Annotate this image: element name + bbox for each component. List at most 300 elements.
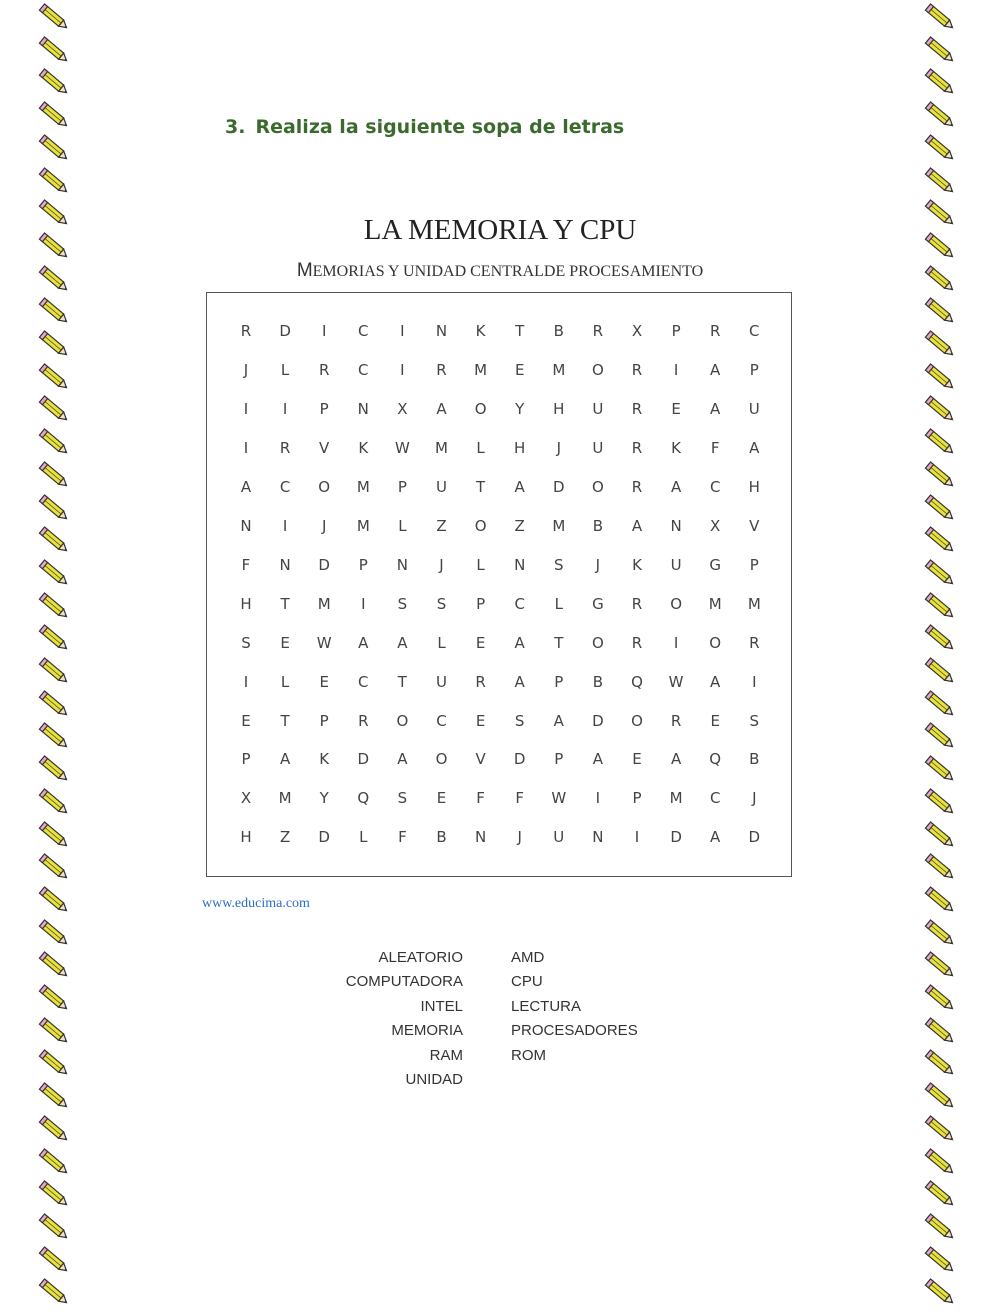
grid-letter: I	[752, 672, 757, 691]
word-list-left	[300, 947, 463, 1093]
grid-letter: P	[749, 360, 759, 379]
grid-letter: R	[631, 360, 643, 379]
grid-letter: A	[240, 477, 252, 496]
pencil-icon	[38, 362, 72, 394]
grid-letter: A	[710, 828, 721, 847]
pencil-icon	[38, 1081, 72, 1113]
grid-letter: P	[319, 399, 329, 418]
word-list-item: MEMORIA	[391, 1022, 463, 1040]
grid-row	[207, 750, 791, 770]
grid-letter: I	[673, 360, 679, 379]
grid-letter: Q	[709, 750, 722, 769]
grid-letter: N	[474, 828, 487, 847]
pencil-icon	[924, 329, 958, 361]
grid-letter: L	[476, 438, 485, 457]
pencil-icon	[924, 1016, 958, 1048]
grid-letter: M	[708, 594, 722, 613]
grid-letter: J	[556, 438, 562, 457]
grid-letter: I	[243, 672, 249, 691]
pencil-icon	[38, 296, 72, 328]
grid-letter: M	[317, 594, 331, 613]
pencil-icon	[924, 427, 958, 459]
grid-letter: M	[747, 594, 761, 613]
pencil-icon	[924, 2, 958, 34]
grid-letter: R	[592, 322, 604, 340]
grid-letter: A	[553, 711, 564, 730]
grid-letter: S	[554, 555, 564, 574]
puzzle-subtitle	[0, 260, 1000, 282]
pencil-icon	[924, 1081, 958, 1113]
pencil-icon	[38, 591, 72, 623]
grid-letter: A	[436, 399, 447, 418]
pencil-icon	[38, 1277, 72, 1309]
pencil-icon	[38, 1147, 72, 1179]
subtitle-rest: EMORIAS Y UNIDAD CENTRALDE PROCESAMIENTO	[312, 263, 704, 280]
grid-letter: A	[710, 672, 721, 691]
pencil-icon	[38, 1212, 72, 1244]
pencil-icon	[38, 166, 72, 198]
grid-letter: L	[280, 360, 290, 379]
grid-letter: A	[749, 438, 760, 457]
grid-letter: S	[749, 711, 760, 730]
grid-letter: J	[752, 789, 757, 808]
grid-letter: R	[240, 322, 252, 340]
word-list-item: RAM	[429, 1046, 463, 1064]
pencil-icon	[924, 721, 958, 753]
grid-letter: M	[552, 360, 566, 379]
pencil-icon	[38, 133, 72, 165]
pencil-icon	[38, 1114, 72, 1146]
pencil-icon	[924, 754, 958, 786]
grid-letter: D	[318, 828, 330, 847]
grid-letter: R	[436, 360, 447, 379]
grid-letter: L	[398, 516, 407, 535]
grid-letter: J	[595, 555, 601, 574]
pencil-icon	[38, 35, 72, 67]
pencil-icon	[924, 918, 958, 950]
grid-letter: R	[631, 477, 643, 496]
grid-letter: M	[435, 438, 448, 457]
grid-letter: E	[475, 633, 486, 652]
grid-letter: F	[515, 789, 524, 808]
word-list-item: ALEATORIO	[378, 949, 463, 966]
grid-letter: A	[279, 750, 291, 769]
grid-letter: O	[318, 477, 331, 496]
website-link[interactable]: www.educima.com	[202, 896, 310, 911]
grid-letter: J	[321, 516, 327, 535]
grid-letter: P	[241, 750, 251, 769]
grid-letter: P	[554, 672, 564, 691]
grid-letter: N	[357, 399, 369, 418]
grid-letter: P	[397, 477, 407, 496]
grid-row	[207, 789, 791, 809]
grid-letter: W	[551, 789, 567, 808]
exercise-number: 3.	[225, 116, 246, 138]
grid-letter: T	[476, 477, 486, 496]
grid-letter: N	[435, 322, 448, 340]
grid-letter: P	[358, 555, 368, 574]
grid-letter: A	[670, 477, 682, 496]
grid-letter: E	[436, 789, 447, 808]
grid-letter: U	[436, 477, 447, 496]
grid-letter: S	[241, 633, 251, 652]
grid-letter: C	[749, 322, 760, 340]
grid-row	[207, 673, 791, 693]
grid-letter: B	[592, 672, 604, 691]
grid-letter: S	[514, 711, 525, 730]
grid-letter: K	[358, 438, 369, 457]
pencil-icon	[38, 721, 72, 753]
grid-letter: H	[240, 594, 252, 613]
grid-letter: J	[243, 360, 249, 379]
grid-letter: R	[631, 633, 643, 652]
grid-letter: D	[748, 828, 761, 847]
grid-letter: S	[397, 789, 408, 808]
grid-letter: U	[553, 828, 565, 847]
grid-letter: E	[514, 360, 525, 379]
pencil-icon	[924, 787, 958, 819]
grid-row	[207, 400, 791, 420]
grid-letter: R	[749, 633, 760, 652]
word-list-item: LECTURA	[511, 997, 582, 1015]
pencil-icon	[38, 754, 72, 786]
grid-letter: T	[397, 672, 407, 691]
grid-letter: U	[748, 399, 760, 418]
pencil-icon	[924, 460, 958, 492]
grid-letter: T	[280, 711, 290, 730]
grid-letter: A	[397, 633, 408, 652]
grid-letter: O	[631, 711, 643, 730]
grid-letter: M	[278, 789, 292, 808]
grid-letter: F	[241, 555, 251, 574]
pencil-icon	[924, 689, 958, 721]
grid-letter: L	[359, 828, 368, 847]
pencil-icon	[38, 394, 72, 426]
grid-letter: A	[358, 633, 369, 652]
pencil-icon	[924, 133, 958, 165]
grid-letter: R	[631, 594, 643, 613]
grid-letter: M	[474, 360, 488, 379]
pencil-icon	[38, 689, 72, 721]
grid-letter: X	[631, 322, 643, 340]
pencil-icon	[924, 656, 958, 688]
grid-letter: I	[282, 516, 288, 535]
grid-letter: N	[670, 516, 682, 535]
grid-letter: I	[243, 438, 249, 457]
exercise-instruction: Realiza la siguiente sopa de letras	[255, 116, 625, 138]
grid-letter: C	[279, 477, 291, 496]
grid-letter: A	[514, 672, 525, 691]
grid-row	[207, 556, 791, 576]
pencil-icon	[38, 493, 72, 525]
left-pencil-border	[38, 0, 78, 1291]
grid-letter: G	[592, 594, 604, 613]
grid-letter: U	[592, 438, 604, 457]
grid-letter: P	[671, 322, 681, 340]
grid-letter: E	[280, 633, 290, 652]
grid-letter: M	[356, 477, 370, 496]
subtitle-initial: M	[296, 260, 313, 281]
grid-letter: B	[436, 828, 447, 847]
grid-letter: J	[517, 828, 522, 847]
pencil-icon	[38, 918, 72, 950]
pencil-icon	[924, 591, 958, 623]
grid-letter: C	[358, 360, 369, 379]
grid-letter: Q	[631, 672, 643, 691]
word-list-item: CPU	[511, 973, 543, 991]
word-search-grid	[206, 292, 792, 877]
grid-letter: D	[357, 750, 370, 769]
grid-letter: D	[318, 555, 330, 574]
grid-letter: Q	[357, 789, 370, 808]
grid-letter: D	[670, 828, 682, 847]
pencil-icon	[38, 427, 72, 459]
grid-letter: A	[397, 750, 408, 769]
grid-letter: I	[361, 594, 366, 613]
grid-letter: C	[358, 322, 369, 340]
grid-letter: K	[671, 438, 682, 457]
grid-letter: E	[632, 750, 642, 769]
grid-letter: N	[514, 555, 526, 574]
grid-letter: G	[709, 555, 721, 574]
grid-letter: H	[514, 438, 526, 457]
puzzle-title: LA MEMORIA Y CPU	[363, 214, 637, 246]
grid-letter: L	[476, 555, 485, 574]
pencil-icon	[38, 1245, 72, 1277]
grid-letter: R	[318, 360, 330, 379]
grid-row	[207, 712, 791, 732]
grid-letter: W	[394, 438, 410, 457]
grid-letter: R	[631, 399, 643, 418]
grid-letter: W	[668, 672, 684, 691]
grid-letter: R	[709, 322, 721, 340]
grid-letter: O	[396, 711, 409, 730]
pencil-icon	[924, 100, 958, 132]
grid-letter: P	[476, 594, 486, 613]
grid-letter: V	[475, 750, 486, 769]
pencil-icon	[38, 983, 72, 1015]
word-list-item: INTEL	[420, 997, 463, 1015]
grid-letter: M	[552, 516, 566, 535]
grid-letter: K	[632, 555, 642, 574]
pencil-icon	[38, 656, 72, 688]
word-list-item: COMPUTADORA	[345, 973, 463, 991]
grid-letter: O	[474, 516, 487, 535]
grid-letter: I	[282, 399, 288, 418]
pencil-icon	[38, 1016, 72, 1048]
grid-letter: N	[592, 828, 604, 847]
grid-row	[207, 828, 791, 848]
grid-letter: A	[514, 633, 525, 652]
grid-letter: M	[356, 516, 370, 535]
grid-letter: O	[591, 360, 604, 379]
pencil-icon	[38, 525, 72, 557]
pencil-icon	[38, 950, 72, 982]
word-list-item: UNIDAD	[405, 1070, 463, 1088]
grid-letter: C	[358, 672, 369, 691]
grid-letter: V	[319, 438, 330, 457]
pencil-icon	[924, 950, 958, 982]
pencil-icon	[924, 35, 958, 67]
grid-row	[207, 322, 791, 342]
word-list-item: ROM	[511, 1046, 546, 1064]
right-pencil-border	[924, 0, 964, 1291]
grid-letter: I	[634, 828, 640, 847]
pencil-icon	[924, 852, 958, 884]
grid-letter: C	[514, 594, 525, 613]
grid-letter: U	[592, 399, 604, 418]
grid-letter: I	[243, 399, 249, 418]
grid-letter: X	[397, 399, 408, 418]
grid-letter: A	[592, 750, 604, 769]
pencil-icon	[38, 1179, 72, 1211]
grid-letter: V	[749, 516, 760, 535]
grid-letter: E	[475, 711, 486, 730]
grid-letter: C	[436, 711, 447, 730]
grid-letter: E	[671, 399, 681, 418]
pencil-icon	[38, 460, 72, 492]
grid-letter: W	[316, 633, 332, 652]
grid-letter: I	[673, 633, 679, 652]
grid-letter: S	[436, 594, 447, 613]
pencil-icon	[924, 1245, 958, 1277]
grid-letter: A	[710, 360, 721, 379]
grid-letter: E	[710, 711, 720, 730]
grid-letter: T	[515, 322, 525, 340]
grid-letter: O	[591, 633, 604, 652]
grid-letter: I	[595, 789, 601, 808]
grid-letter: F	[710, 438, 720, 457]
grid-row	[207, 439, 791, 459]
word-list-right	[511, 947, 711, 1069]
grid-letter: U	[436, 672, 447, 691]
grid-letter: U	[670, 555, 682, 574]
pencil-icon	[38, 329, 72, 361]
grid-letter: B	[592, 516, 604, 535]
grid-letter: Z	[436, 516, 447, 535]
exercise-heading	[225, 116, 624, 138]
grid-letter: K	[319, 750, 330, 769]
grid-letter: H	[748, 477, 760, 496]
grid-row	[207, 361, 791, 381]
grid-letter: O	[435, 750, 448, 769]
grid-letter: E	[241, 711, 251, 730]
pencil-icon	[38, 787, 72, 819]
grid-letter: O	[670, 594, 682, 613]
grid-letter: Z	[279, 828, 291, 847]
grid-letter: A	[670, 750, 682, 769]
grid-row	[207, 595, 791, 615]
grid-letter: R	[279, 438, 291, 457]
pencil-icon	[38, 558, 72, 590]
pencil-icon	[924, 1114, 958, 1146]
grid-letter: P	[554, 750, 564, 769]
grid-letter: L	[437, 633, 446, 652]
grid-letter: I	[400, 322, 405, 340]
pencil-icon	[924, 296, 958, 328]
grid-letter: X	[240, 789, 252, 808]
grid-letter: O	[474, 399, 487, 418]
grid-letter: P	[632, 789, 642, 808]
grid-letter: D	[592, 711, 604, 730]
grid-row	[207, 634, 791, 654]
grid-letter: B	[749, 750, 760, 769]
pencil-icon	[38, 885, 72, 917]
pencil-icon	[38, 1048, 72, 1080]
pencil-icon	[924, 1048, 958, 1080]
grid-letter: N	[240, 516, 252, 535]
pencil-icon	[924, 983, 958, 1015]
grid-letter: D	[279, 322, 291, 340]
grid-letter: N	[396, 555, 408, 574]
grid-letter: M	[669, 789, 683, 808]
grid-letter: K	[475, 322, 486, 340]
pencil-icon	[924, 1147, 958, 1179]
grid-letter: R	[631, 438, 643, 457]
grid-letter: H	[240, 828, 252, 847]
pencil-icon	[924, 525, 958, 557]
pencil-icon	[924, 1212, 958, 1244]
grid-letter: O	[591, 477, 604, 496]
grid-letter: P	[749, 555, 759, 574]
grid-row	[207, 478, 791, 498]
pencil-icon	[38, 100, 72, 132]
pencil-icon	[38, 852, 72, 884]
grid-letter: A	[710, 399, 721, 418]
grid-letter: R	[475, 672, 486, 691]
grid-letter: I	[400, 360, 405, 379]
grid-letter: P	[319, 711, 329, 730]
pencil-icon	[924, 623, 958, 655]
grid-letter: A	[631, 516, 643, 535]
grid-letter: L	[554, 594, 563, 613]
grid-letter: O	[709, 633, 722, 652]
grid-letter: B	[553, 322, 564, 340]
grid-letter: C	[709, 477, 721, 496]
pencil-icon	[38, 67, 72, 99]
pencil-icon	[924, 166, 958, 198]
grid-letter: D	[513, 750, 526, 769]
grid-letter: Y	[515, 399, 525, 418]
grid-letter: T	[554, 633, 564, 652]
pencil-icon	[924, 1277, 958, 1309]
grid-letter: C	[709, 789, 721, 808]
pencil-icon	[924, 67, 958, 99]
pencil-icon	[38, 2, 72, 34]
grid-letter: F	[398, 828, 407, 847]
grid-letter: Y	[319, 789, 329, 808]
grid-letter: R	[670, 711, 682, 730]
grid-letter: X	[710, 516, 721, 535]
grid-letter: I	[321, 322, 327, 340]
pencil-icon	[924, 362, 958, 394]
grid-letter: R	[358, 711, 369, 730]
grid-letter: F	[476, 789, 485, 808]
grid-letter: A	[514, 477, 525, 496]
grid-letter: J	[439, 555, 444, 574]
pencil-icon	[38, 623, 72, 655]
grid-letter: D	[553, 477, 565, 496]
pencil-icon	[924, 820, 958, 852]
word-list-item: AMD	[511, 949, 545, 966]
pencil-icon	[924, 394, 958, 426]
grid-row	[207, 517, 791, 537]
grid-letter: L	[280, 672, 290, 691]
pencil-icon	[924, 493, 958, 525]
pencil-icon	[924, 885, 958, 917]
grid-letter: N	[279, 555, 291, 574]
grid-letter: H	[553, 399, 565, 418]
